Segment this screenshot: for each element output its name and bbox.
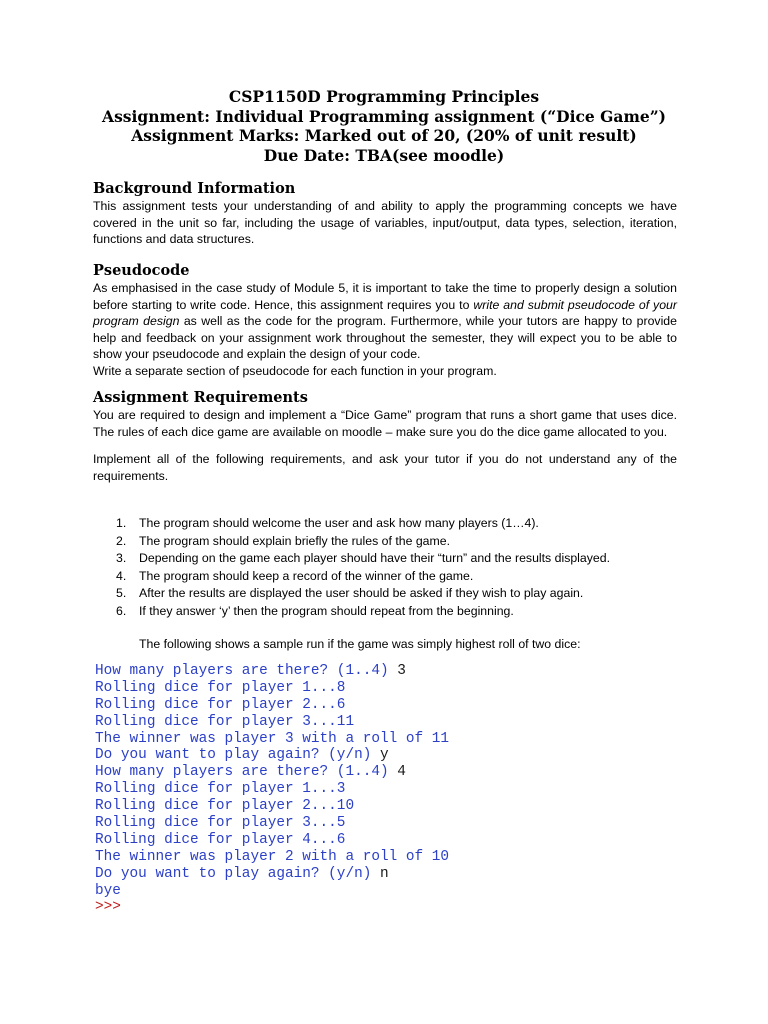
pseudocode-section bbox=[93, 262, 677, 379]
console-line bbox=[95, 866, 449, 883]
requirements-list bbox=[116, 515, 676, 620]
requirements-heading: Assignment Requirements bbox=[93, 389, 308, 406]
console-line bbox=[95, 680, 449, 697]
requirements-intro: You are required to design and implement a “Dice Game” program that runs a short game that uses dice. The rules of each dice game are available on moodle – make sure you do the dice game allocated to you. bbox=[93, 408, 677, 439]
console-output-text: Rolling dice for player 1...8 bbox=[95, 679, 346, 696]
console-line bbox=[95, 832, 449, 849]
course-title: CSP1150D Programming Principles bbox=[228, 87, 540, 106]
background-section bbox=[93, 180, 677, 248]
sample-run-console bbox=[95, 663, 449, 916]
console-line bbox=[95, 663, 449, 680]
console-output-text: Do you want to play again? (y/n) bbox=[95, 865, 380, 882]
console-line bbox=[95, 899, 449, 916]
console-output-text: How many players are there? (1..4) bbox=[95, 764, 398, 781]
console-line bbox=[95, 764, 449, 781]
requirements-section bbox=[93, 389, 677, 485]
console-output-text: How many players are there? (1..4) bbox=[95, 663, 398, 679]
console-line bbox=[95, 883, 449, 900]
assignment-title: Assignment: Individual Programming assignment (“Dice Game”) bbox=[102, 106, 666, 126]
list-item: 6. If they answer ‘y’ then the program should repeat from the beginning. bbox=[116, 603, 514, 618]
sample-run-intro: The following shows a sample run if the game was simply highest roll of two dice: bbox=[139, 637, 581, 651]
console-user-input: 4 bbox=[397, 764, 406, 781]
due-date: Due Date: TBA(see moodle) bbox=[263, 145, 505, 165]
console-user-input: 3 bbox=[397, 663, 406, 679]
console-output-text: Rolling dice for player 4...6 bbox=[95, 831, 346, 848]
console-line bbox=[95, 747, 449, 764]
console-output-text: Rolling dice for player 3...5 bbox=[95, 815, 346, 832]
console-line bbox=[95, 815, 449, 832]
console-line bbox=[95, 798, 449, 815]
pseudocode-emphasis: write and submit pseudocode of your program design bbox=[93, 297, 677, 328]
background-text: This assignment tests your understanding of and ability to apply the programming concepts we have covered in the unit so far, including the usage of variables, input/output, data types, selection, iteration, functions and data structures. bbox=[93, 199, 677, 246]
list-item: 5. After the results are displayed the user should be asked if they wish to play again. bbox=[116, 586, 584, 600]
pseudocode-note: Write a separate section of pseudocode for each function in your program. bbox=[93, 363, 497, 378]
document-title-block bbox=[0, 87, 768, 165]
console-output-text: The winner was player 3 with a roll of 11 bbox=[95, 730, 450, 747]
console-line bbox=[95, 697, 449, 714]
list-item: 1. The program should welcome the user and ask how many players (1…4). bbox=[116, 516, 539, 530]
pseudocode-text: As emphasised in the case study of Module 5, it is important to take the time to properly design a solution before starting to write code. Hence, this assignment requires you to write and submit pseudocode of your program design as well as the code for the program. Furthermore, while your tutors are happy to provide help and feedback on your assignment work throughout the semester, they will expect you to be able to show your pseudocode and explain the design of your code. bbox=[93, 281, 677, 361]
requirements-instruction: Implement all of the following requirements, and ask your tutor if you do not understand any of the requirements. bbox=[93, 452, 677, 483]
console-output-text: Rolling dice for player 2...10 bbox=[95, 798, 355, 815]
console-line bbox=[95, 731, 449, 748]
console-line bbox=[95, 714, 449, 731]
list-item: 2. The program should explain briefly the rules of the game. bbox=[116, 533, 451, 548]
console-user-input: y bbox=[379, 747, 389, 764]
shell-prompt: >>> bbox=[95, 899, 121, 916]
list-item: 4. The program should keep a record of the winner of the game. bbox=[116, 568, 474, 583]
console-user-input: n bbox=[379, 865, 389, 882]
console-output-text: Rolling dice for player 3...11 bbox=[95, 713, 355, 730]
console-output-text: Rolling dice for player 1...3 bbox=[95, 781, 346, 798]
assignment-marks: Assignment Marks: Marked out of 20, (20% of unit result) bbox=[131, 126, 637, 145]
console-line bbox=[95, 849, 449, 866]
background-heading: Background Information bbox=[93, 180, 296, 197]
console-output-text: bye bbox=[95, 882, 121, 899]
list-item: 3. Depending on the game each player should have their “turn” and the results displayed. bbox=[116, 551, 610, 565]
console-output-text: Rolling dice for player 2...6 bbox=[95, 696, 346, 713]
pseudocode-heading: Pseudocode bbox=[93, 262, 190, 279]
console-output-text: The winner was player 2 with a roll of 10 bbox=[95, 848, 450, 865]
console-output-text: Do you want to play again? (y/n) bbox=[95, 747, 380, 764]
console-line bbox=[95, 781, 449, 798]
